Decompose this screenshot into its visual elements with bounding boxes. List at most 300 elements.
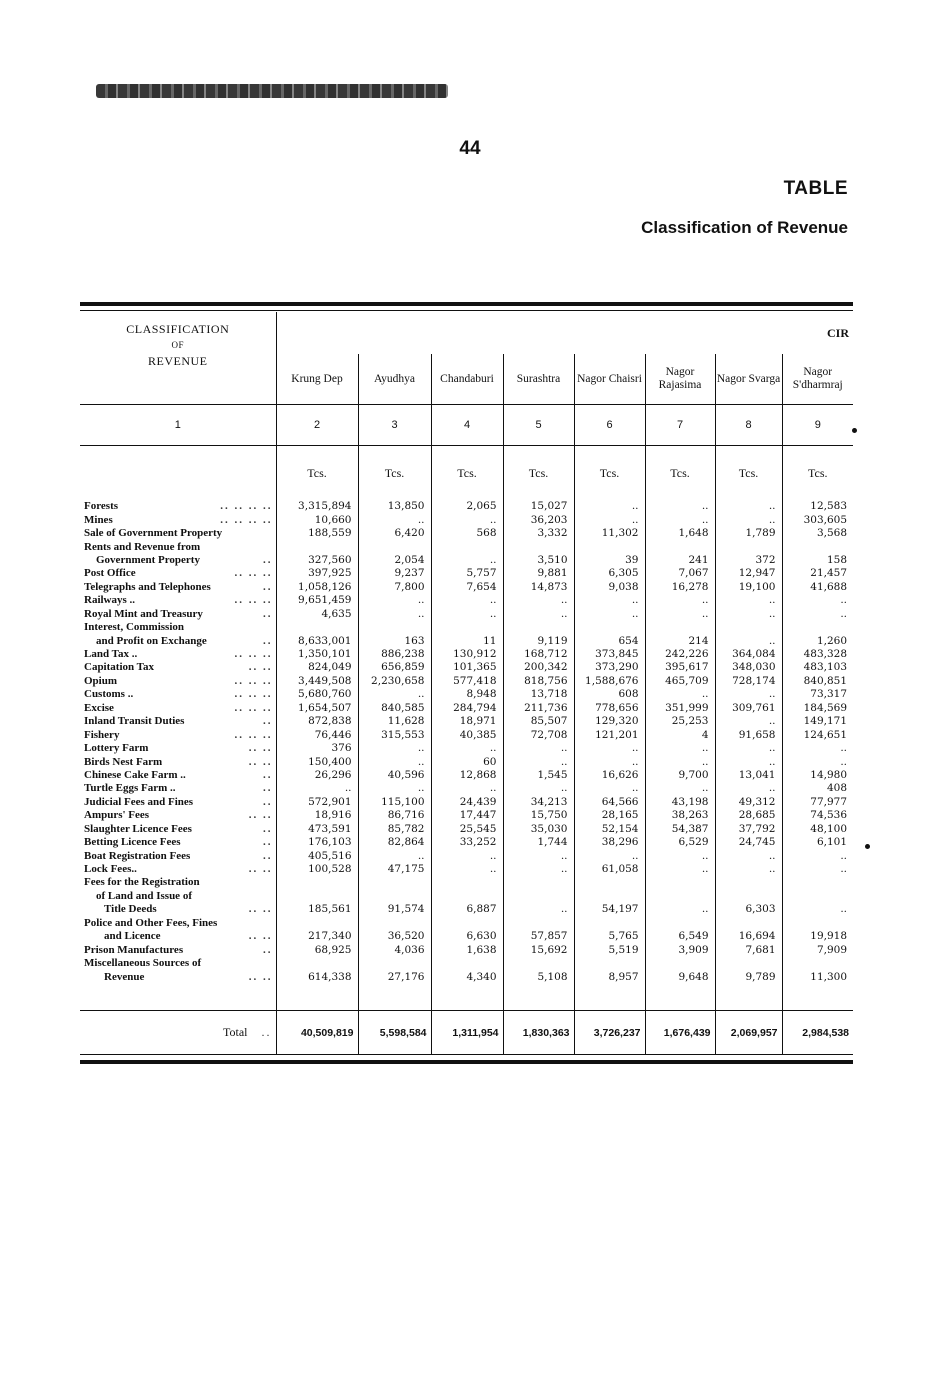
- leader-dots: ..: [263, 822, 273, 835]
- table-row: [80, 513, 853, 526]
- cell-value: 6,420: [358, 527, 431, 540]
- cell-value: 364,084: [715, 648, 782, 661]
- cell-value: 21,457: [782, 567, 853, 580]
- cell-value: [503, 957, 574, 970]
- cell-value: 163: [358, 634, 431, 647]
- leader-dots: .. .. .. ..: [220, 500, 273, 513]
- row-label-text: Rents and Revenue from: [84, 540, 201, 553]
- cell-value: [574, 540, 645, 553]
- table-bottom-rule: [80, 1060, 853, 1064]
- row-label-text: Lottery Farm: [84, 742, 149, 755]
- cell-value: ..: [782, 849, 853, 862]
- cell-value: 4,635: [276, 608, 358, 621]
- leader-dots: .. .. ..: [234, 567, 273, 580]
- spacer-cell: [574, 984, 645, 1011]
- row-label: [80, 581, 276, 594]
- row-label: [80, 930, 276, 943]
- leader-dots: ..: [263, 782, 273, 795]
- cell-value: 68,925: [276, 943, 358, 956]
- cell-value: ..: [645, 688, 715, 701]
- row-label-text: Post Office: [84, 567, 136, 580]
- table-row: [80, 567, 853, 580]
- cell-value: [358, 957, 431, 970]
- row-label-text: Title Deeds: [104, 903, 157, 916]
- cell-value: ..: [645, 863, 715, 876]
- cell-value: 1,638: [431, 943, 503, 956]
- column-header-5: Surashtra: [503, 354, 574, 405]
- cell-value: 12,583: [782, 500, 853, 513]
- table-row: [80, 594, 853, 607]
- table-row: [80, 917, 853, 930]
- cell-value: ..: [645, 594, 715, 607]
- row-label-text: Government Property: [96, 553, 200, 566]
- row-label: [80, 796, 276, 809]
- cell-value: [574, 917, 645, 930]
- cell-value: ..: [782, 594, 853, 607]
- cell-value: [276, 540, 358, 553]
- spacer-row: [80, 984, 853, 1011]
- cell-value: 82,864: [358, 836, 431, 849]
- cell-value: 41,688: [782, 581, 853, 594]
- cell-value: 7,654: [431, 581, 503, 594]
- cell-value: [715, 540, 782, 553]
- total-value: 5,598,584: [358, 1010, 431, 1055]
- leader-dots: .. .. ..: [234, 648, 273, 661]
- row-label-text: Chinese Cake Farm ..: [84, 768, 186, 781]
- stub-column-number: 1: [80, 405, 276, 446]
- row-label-text: Customs ..: [84, 688, 134, 701]
- cell-value: 115,100: [358, 796, 431, 809]
- cell-value: 656,859: [358, 661, 431, 674]
- cell-value: ..: [715, 500, 782, 513]
- leader-dots: ..: [263, 580, 273, 593]
- row-label: [80, 500, 276, 513]
- cell-value: 24,439: [431, 796, 503, 809]
- cell-value: 824,049: [276, 661, 358, 674]
- cell-value: ..: [503, 742, 574, 755]
- column-header-2: Krung Dep: [276, 354, 358, 405]
- cell-value: 91,574: [358, 903, 431, 916]
- cell-value: [574, 876, 645, 889]
- cell-value: [503, 890, 574, 903]
- row-label: [80, 957, 276, 970]
- row-label: [80, 567, 276, 580]
- cell-value: 568: [431, 527, 503, 540]
- column-number-7: 7: [645, 405, 715, 446]
- cell-value: 6,887: [431, 903, 503, 916]
- cell-value: ..: [574, 849, 645, 862]
- cell-value: [431, 540, 503, 553]
- table-row: [80, 957, 853, 970]
- cell-value: 11,302: [574, 527, 645, 540]
- row-label: [80, 621, 276, 634]
- table-row: [80, 675, 853, 688]
- cell-value: 76,446: [276, 728, 358, 741]
- table-row: [80, 943, 853, 956]
- leader-dots: .. ..: [248, 809, 273, 822]
- cell-value: 130,912: [431, 648, 503, 661]
- table-row: [80, 728, 853, 741]
- row-label-text: Inland Transit Duties: [84, 715, 185, 728]
- leader-dots: .. ..: [248, 970, 273, 983]
- cell-value: 74,536: [782, 809, 853, 822]
- cell-value: 28,165: [574, 809, 645, 822]
- cell-value: ..: [431, 608, 503, 621]
- table-row: [80, 930, 853, 943]
- row-label-text: Forests: [84, 500, 119, 513]
- unit-label: Tcs.: [574, 446, 645, 501]
- cell-value: 38,296: [574, 836, 645, 849]
- cell-value: 2,230,658: [358, 675, 431, 688]
- cell-value: [574, 890, 645, 903]
- cell-value: [503, 876, 574, 889]
- cell-value: 16,626: [574, 769, 645, 782]
- column-number-4: 4: [431, 405, 503, 446]
- leader-dots: .. .. ..: [234, 728, 273, 741]
- leader-dots: .. ..: [248, 742, 273, 755]
- cell-value: 18,916: [276, 809, 358, 822]
- cell-value: 1,789: [715, 527, 782, 540]
- table-row: [80, 715, 853, 728]
- table-row: [80, 836, 853, 849]
- table-row: [80, 809, 853, 822]
- stub-header: [80, 312, 276, 405]
- cell-value: 818,756: [503, 675, 574, 688]
- cell-value: [276, 917, 358, 930]
- cell-value: [645, 876, 715, 889]
- cell-value: [645, 917, 715, 930]
- spacer-cell: [431, 984, 503, 1011]
- cell-value: 40,385: [431, 728, 503, 741]
- cell-value: [358, 917, 431, 930]
- cell-value: ..: [503, 782, 574, 795]
- cell-value: ..: [503, 594, 574, 607]
- cell-value: [431, 957, 503, 970]
- cell-value: 48,100: [782, 823, 853, 836]
- cell-value: 473,591: [276, 823, 358, 836]
- leader-dots: .. ..: [248, 755, 273, 768]
- cell-value: ..: [645, 903, 715, 916]
- cell-value: 52,154: [574, 823, 645, 836]
- row-label: [80, 540, 276, 553]
- row-label-text: Betting Licence Fees: [84, 836, 181, 849]
- row-label-text: Judicial Fees and Fines: [84, 795, 194, 808]
- cell-value: 11,300: [782, 970, 853, 983]
- row-label: [80, 513, 276, 526]
- leader-dots: ..: [263, 715, 273, 728]
- cell-value: [276, 957, 358, 970]
- cell-value: 9,038: [574, 581, 645, 594]
- cell-value: 16,694: [715, 930, 782, 943]
- cell-value: 25,545: [431, 823, 503, 836]
- row-label: [80, 943, 276, 956]
- leader-dots: ..: [261, 1025, 272, 1040]
- leader-dots: .. ..: [248, 903, 273, 916]
- unit-label: Tcs.: [715, 446, 782, 501]
- cell-value: 405,516: [276, 849, 358, 862]
- cell-value: 33,252: [431, 836, 503, 849]
- cell-value: 54,387: [645, 823, 715, 836]
- cell-value: 7,067: [645, 567, 715, 580]
- revenue-table: [80, 312, 853, 1055]
- row-label: [80, 728, 276, 741]
- cell-value: 5,519: [574, 943, 645, 956]
- cell-value: 176,103: [276, 836, 358, 849]
- cell-value: 25,253: [645, 715, 715, 728]
- leader-dots: .. ..: [248, 661, 273, 674]
- cell-value: 19,100: [715, 581, 782, 594]
- cell-value: 6,549: [645, 930, 715, 943]
- cell-value: [715, 917, 782, 930]
- cell-value: 100,528: [276, 863, 358, 876]
- cell-value: [431, 621, 503, 634]
- cell-value: ..: [503, 903, 574, 916]
- cell-value: 872,838: [276, 715, 358, 728]
- cell-value: [276, 876, 358, 889]
- cell-value: 54,197: [574, 903, 645, 916]
- cell-value: [715, 890, 782, 903]
- cell-value: 309,761: [715, 702, 782, 715]
- total-value: 40,509,819: [276, 1010, 358, 1055]
- cell-value: ..: [715, 608, 782, 621]
- total-value: 3,726,237: [574, 1010, 645, 1055]
- row-label-text: Land Tax ..: [84, 648, 138, 661]
- cell-value: ..: [431, 594, 503, 607]
- row-label: [80, 742, 276, 755]
- leader-dots: ..: [263, 553, 273, 566]
- cell-value: 1,545: [503, 769, 574, 782]
- spacer-cell: [358, 984, 431, 1011]
- cell-value: ..: [645, 755, 715, 768]
- cell-value: 408: [782, 782, 853, 795]
- cell-value: 4,340: [431, 970, 503, 983]
- leader-dots: ..: [263, 768, 273, 781]
- cell-value: 39: [574, 554, 645, 567]
- cell-value: 77,977: [782, 796, 853, 809]
- cell-value: 64,566: [574, 796, 645, 809]
- cell-value: 129,320: [574, 715, 645, 728]
- cell-value: 26,296: [276, 769, 358, 782]
- cell-value: 577,418: [431, 675, 503, 688]
- row-label: [80, 917, 276, 930]
- row-label: [80, 890, 276, 903]
- cell-value: ..: [358, 755, 431, 768]
- row-label-text: Boat Registration Fees: [84, 849, 191, 862]
- cell-value: 11: [431, 634, 503, 647]
- cell-value: ..: [782, 903, 853, 916]
- cell-value: [574, 957, 645, 970]
- row-label-text: Police and Other Fees, Fines: [84, 916, 218, 929]
- cell-value: 24,745: [715, 836, 782, 849]
- cell-value: ..: [358, 594, 431, 607]
- row-label-text: Miscellaneous Sources of: [84, 957, 202, 970]
- row-label-text: Turtle Eggs Farm ..: [84, 782, 176, 795]
- table-row: [80, 634, 853, 647]
- cell-value: 7,800: [358, 581, 431, 594]
- total-value: 1,676,439: [645, 1010, 715, 1055]
- cell-value: 57,857: [503, 930, 574, 943]
- cell-value: 200,342: [503, 661, 574, 674]
- cell-value: ..: [782, 863, 853, 876]
- cell-value: [431, 890, 503, 903]
- cell-value: 5,108: [503, 970, 574, 983]
- row-label: [80, 769, 276, 782]
- cell-value: 654: [574, 634, 645, 647]
- cell-value: 86,716: [358, 809, 431, 822]
- cell-value: ..: [431, 742, 503, 755]
- cell-value: 2,065: [431, 500, 503, 513]
- cell-value: 19,918: [782, 930, 853, 943]
- redacted-header-smudge: [96, 84, 448, 98]
- row-label-text: of Land and Issue of: [96, 889, 192, 902]
- cell-value: 5,765: [574, 930, 645, 943]
- table-row: [80, 621, 853, 634]
- cell-value: 9,119: [503, 634, 574, 647]
- cell-value: [276, 621, 358, 634]
- cell-value: 15,692: [503, 943, 574, 956]
- table-top-rule-thin: [80, 310, 853, 311]
- cell-value: ..: [574, 755, 645, 768]
- cell-value: ..: [715, 782, 782, 795]
- leader-dots: .. .. .. ..: [220, 513, 273, 526]
- cell-value: 3,909: [645, 943, 715, 956]
- cell-value: 72,708: [503, 728, 574, 741]
- row-label-text: Railways ..: [84, 594, 136, 607]
- cell-value: ..: [715, 863, 782, 876]
- cell-value: 9,700: [645, 769, 715, 782]
- cell-value: ..: [715, 688, 782, 701]
- cell-value: 608: [574, 688, 645, 701]
- table-row: [80, 890, 853, 903]
- cell-value: ..: [715, 849, 782, 862]
- cell-value: 465,709: [645, 675, 715, 688]
- cell-value: 168,712: [503, 648, 574, 661]
- cell-value: ..: [715, 634, 782, 647]
- row-label: [80, 715, 276, 728]
- total-label-text: Total: [223, 1025, 248, 1040]
- cell-value: [358, 890, 431, 903]
- table-row: [80, 688, 853, 701]
- total-label: [80, 1010, 276, 1055]
- cell-value: [782, 917, 853, 930]
- cell-value: 241: [645, 554, 715, 567]
- unit-label: Tcs.: [431, 446, 503, 501]
- revenue-table-frame: [80, 302, 853, 1064]
- cell-value: 8,633,001: [276, 634, 358, 647]
- row-label: [80, 675, 276, 688]
- column-header-7: Nagor Rajasima: [645, 354, 715, 405]
- cell-value: 27,176: [358, 970, 431, 983]
- row-label: [80, 608, 276, 621]
- cell-value: 303,605: [782, 513, 853, 526]
- cell-value: 6,101: [782, 836, 853, 849]
- leader-dots: .. .. ..: [234, 594, 273, 607]
- column-header-3: Ayudhya: [358, 354, 431, 405]
- row-label: [80, 863, 276, 876]
- table-caption: Classification of Revenue: [641, 218, 848, 237]
- cell-value: [276, 890, 358, 903]
- table-row: [80, 581, 853, 594]
- cell-value: 6,305: [574, 567, 645, 580]
- cell-value: 13,850: [358, 500, 431, 513]
- cell-value: 483,103: [782, 661, 853, 674]
- table-top-rule: [80, 302, 853, 306]
- row-label-text: Royal Mint and Treasury: [84, 607, 203, 620]
- cell-value: 10,660: [276, 513, 358, 526]
- row-label-text: Slaughter Licence Fees: [84, 822, 192, 835]
- cell-value: 483,328: [782, 648, 853, 661]
- row-label-text: Revenue: [104, 970, 145, 983]
- cell-value: ..: [574, 500, 645, 513]
- row-label-text: Telegraphs and Telephones: [84, 580, 211, 593]
- total-row: [80, 1010, 853, 1055]
- unit-label: Tcs.: [358, 446, 431, 501]
- row-label: [80, 688, 276, 701]
- stub-header-line1: CLASSIFICATION: [126, 322, 230, 336]
- row-label: [80, 702, 276, 715]
- row-label: [80, 554, 276, 567]
- unit-stub-cell: [80, 446, 276, 501]
- cell-value: 9,237: [358, 567, 431, 580]
- row-label-text: and Licence: [104, 930, 161, 943]
- cell-value: [645, 890, 715, 903]
- stub-header-line2: OF: [171, 340, 184, 350]
- cell-value: [358, 876, 431, 889]
- table-row: [80, 648, 853, 661]
- row-label-text: Fees for the Registration: [84, 876, 200, 889]
- table-row: [80, 849, 853, 862]
- cell-value: 728,174: [715, 675, 782, 688]
- cell-value: ..: [715, 594, 782, 607]
- cell-value: [782, 621, 853, 634]
- row-label: [80, 823, 276, 836]
- cell-value: 150,400: [276, 755, 358, 768]
- cell-value: 373,845: [574, 648, 645, 661]
- column-number-5: 5: [503, 405, 574, 446]
- cell-value: 376: [276, 742, 358, 755]
- spacer-cell: [276, 984, 358, 1011]
- unit-label: Tcs.: [645, 446, 715, 501]
- page-number: 44: [459, 138, 481, 159]
- unit-label: Tcs.: [276, 446, 358, 501]
- cell-value: 211,736: [503, 702, 574, 715]
- cell-value: ..: [574, 742, 645, 755]
- cell-value: ..: [431, 849, 503, 862]
- cell-value: 351,999: [645, 702, 715, 715]
- spacer-cell: [80, 984, 276, 1011]
- cell-value: 3,568: [782, 527, 853, 540]
- row-label-text: Prison Manufactures: [84, 943, 184, 956]
- cell-value: 34,213: [503, 796, 574, 809]
- cell-value: 43,198: [645, 796, 715, 809]
- cell-value: ..: [645, 500, 715, 513]
- cell-value: 315,553: [358, 728, 431, 741]
- cell-value: ..: [715, 742, 782, 755]
- cell-value: 11,628: [358, 715, 431, 728]
- row-label: [80, 648, 276, 661]
- cell-value: 778,656: [574, 702, 645, 715]
- cell-value: 121,201: [574, 728, 645, 741]
- cell-value: 18,971: [431, 715, 503, 728]
- cell-value: [782, 876, 853, 889]
- leader-dots: .. .. ..: [234, 688, 273, 701]
- cell-value: 4: [645, 728, 715, 741]
- table-row: [80, 755, 853, 768]
- cell-value: 73,317: [782, 688, 853, 701]
- cell-value: ..: [358, 782, 431, 795]
- cell-value: 9,648: [645, 970, 715, 983]
- cell-value: 13,718: [503, 688, 574, 701]
